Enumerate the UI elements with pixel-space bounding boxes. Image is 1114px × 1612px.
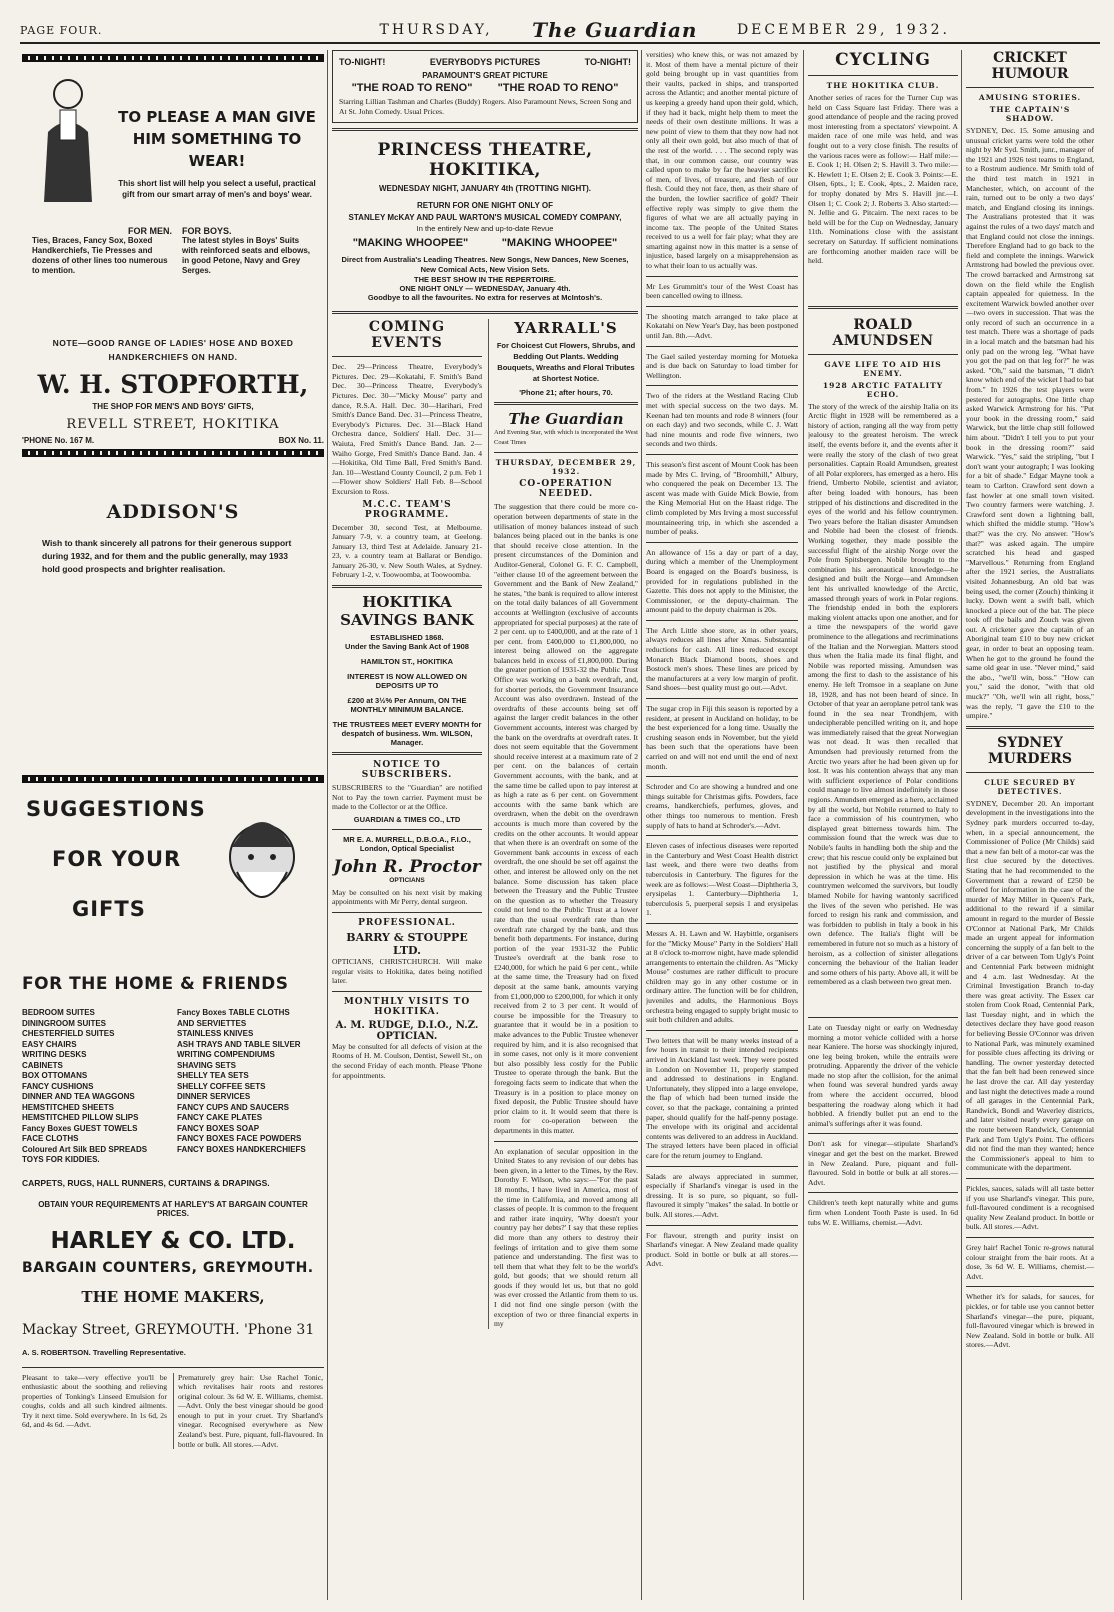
for-men-heading: FOR MEN.	[128, 226, 172, 236]
news-item: Grey hair! Rachel Tonic re-grows natural colour straight from the hair roots. At a dose, 3s 6d W. E. Williams, chemist.—Advt.	[966, 1242, 1094, 1281]
everybodys-presents: PARAMOUNT'S GREAT PICTURE	[422, 71, 548, 80]
harley-list-item: HEMSTITCHED SHEETS	[22, 1102, 115, 1112]
divider	[494, 1141, 638, 1142]
divider	[332, 752, 482, 755]
news-item: Pickles, sauces, salads will all taste better if you use Sharland's vinegar. This pure, full-flavoured condiment is a recognised quality New Zealand product. In bottle or bulk. All stores.—Advt.	[966, 1183, 1094, 1232]
masthead-date: DECEMBER 29, 1932.	[736, 22, 950, 38]
divider	[332, 585, 482, 588]
column-rule	[641, 50, 642, 1600]
cricket-sub-2: THE CAPTAIN'S SHADOW.	[989, 105, 1071, 123]
divider	[646, 276, 798, 277]
divider	[966, 726, 1094, 729]
divider	[808, 1017, 958, 1018]
editorial-title: CO-OPERATION NEEDED.	[519, 479, 613, 500]
harley-title-4: FOR THE HOME & FRIENDS	[22, 974, 289, 994]
amundsen-sub-2: 1928 ARCTIC FATALITY ECHO.	[822, 380, 944, 399]
professional-title: PROFESSIONAL.	[358, 918, 456, 929]
masthead	[20, 18, 1100, 44]
film-starring: Starring Lillian Tashman and Charles (Buddy) Rogers. Also Paramount News, Screen Song and At St. John Comedy. Usual Prices.	[339, 97, 631, 116]
divider	[646, 1166, 798, 1167]
harley-list-item: BOX OTTOMANS	[22, 1071, 88, 1080]
harley-list-item: FANCY BOXES HANDKERCHIEFS	[177, 1144, 306, 1154]
harley-title-3: GIFTS	[72, 897, 146, 921]
for-boys-heading: FOR BOYS.	[182, 226, 232, 236]
rachel-tonic-advert: Prematurely grey hair: Use Rachel Tonic, which revitalises hair roots and restores original colour. 3s 6d W. E. Williams, chemist.—Advt. Only the best vinegar should be good enough to put in your cruet. Try Sharland's vinegar. Recognised everywhere as New Zealand's best. Pure, piquant, full-flavoured. In bottle or bulk. All stores.—Advt.	[173, 1373, 323, 1450]
tonight-left: TO-NIGHT!	[339, 57, 386, 67]
news-item: Two of the riders at the Westland Racing Club met with special success on the two days. M. Keenan had ten mounts and rode 8 winners (four on each day) and two seconds, while C. J. Watt had nine mounts and rode five winners, two seconds and two thirds.	[646, 391, 798, 449]
savings-act: Under the Saving Bank Act of 1908	[345, 642, 469, 652]
harley-left-list	[22, 1008, 169, 1166]
harley-name: HARLEY & CO. LTD.	[50, 1227, 296, 1254]
stopforth-advert	[22, 66, 324, 336]
editorial-sub: And Evening Star, with which is incorporated the West Coast Times	[494, 429, 638, 446]
divider	[966, 772, 1094, 773]
tonight-right: TO-NIGHT!	[584, 57, 631, 67]
harley-obtain: OBTAIN YOUR REQUIREMENTS AT HARLEY'S AT BARGAIN COUNTER PRICES.	[38, 1199, 308, 1218]
harley-list-item: DININGROOM SUITES	[22, 1018, 107, 1028]
stopforth-address: REVELL STREET, HOKITIKA	[66, 417, 280, 432]
divider	[646, 454, 798, 455]
for-boys-items: The latest styles in Boys' Suits with reinforced seats and elbows, in good Petone, Navy and Grey Serges.	[182, 236, 311, 275]
notice-text: SUBSCRIBERS to the "Guardian" are notified Not to Pay the town carrier. Payment must be made to the Collector or at the Office.	[332, 783, 482, 812]
harley-list-item: FANCY CUSHIONS	[22, 1081, 94, 1091]
harley-list-item: TOYS FOR KIDDIES.	[22, 1155, 100, 1164]
savings-trustees: THE TRUSTEES MEET EVERY MONTH for despatch of business. Wm. WILSON, Manager.	[332, 720, 482, 748]
harley-list-item: HEMSTITCHED PILLOW SLIPS	[22, 1113, 139, 1122]
news-item: Two letters that will be many weeks instead of a few hours in transit to their intended recipients arrived in Auckland last week. They were posted in London on November 11, properly stamped and addressed to destinations in England. Unfortunately, they slipped into a large envelope, the flap of which had been turned inside the cover, so that the package, containing a printed paper, should qualify for the half-penny postage. The envelope with its original and accidental contents was delivered to an address in Auckland. The strayed letters have been placed in official care for the return journey to England.	[646, 1035, 798, 1160]
princess-direct: Direct from Australia's Leading Theatres. New Songs, New Dances, New Scenes, New Comical Acts, New Vision Sets.	[341, 255, 629, 275]
harley-right-list	[177, 1008, 324, 1166]
harley-list-item: STAINLESS KNIVES	[177, 1029, 254, 1038]
stopforth-intro: This short list will help you select a useful, practical gift from our smart array of men's and boys' wear.	[118, 179, 316, 199]
princess-best: THE BEST SHOW IN THE REPERTOIRE.	[414, 275, 556, 285]
film-title: "THE ROAD TO RENO"	[351, 82, 473, 94]
decorative-border	[22, 54, 324, 62]
harley-list-item: WRITING DESKS	[22, 1050, 87, 1059]
editorial-masthead: The Guardian	[508, 410, 624, 429]
editorial-text: The suggestion that there could be more co-operation between departments of state in the utilisation of money balances instead of such balances being placed out in the banks is one that should receive close attention. In the present circumstances of the Dominion and Auditor-General, Colonel G. F. C. Campbell, "either clause 10 of the agreement between the Government and the Bank of New Zealand," he states, "the bank is required to allow interest on the total daily balances of all Government accounts at Wellington (exclusive of accounts appropriated for special purposes) at the rate of 2 per cent. up to £400,000, and at the rate of 1 per cent. from £400,000 to £1,800,000, no interest being allowed on the aggregate balances held in excess of £1,800,000. During the greater portion of 1931-32 the Public Trust Office was working on a bank overdraft, and, for shorter periods, the Government Insurance Account was also overdrawn. Instead of the overdrafts of these accounts being set off against the larger credit balances in the other Government accounts, interest was charged by the bank on the overdrafts at overdraft rates. It does not seem equitable that the Government should receive interest at a maximum rate of 2 per cent. on the balances of certain Government accounts, with the bank, and at the same time be called upon to pay interest at as high a rate as 6 per cent. on Government accounts with the same bank which are overdrawn, when the debit on the overdrawn accounts is much more than covered by the credits on the other accounts. It would appear that when there is an overdraft on some of the Government bank accounts in excess of each overdraft, the one should be set off against the other, and interest be allowed only on the net balance. Some discussion has taken place between the Treasury and the Public Trustee on the question as to whether the Treasury could not lend to the Public Trust at a lower rate than the usual overdraft rate than the overdraft rate charged by the bank, and thus benefit both departments. For instance, during portion of the year 1931-32 the Public Trustee's overdraft at the bank rose to £240,000, for which he paid 6 per cent., while at the same time, the Treasury had on fixed deposit at the same bank, amounts varying from £1,000,000 to £200,000, for which it only received from 2 to 3 per cent. It would of course be impossible for the Treasury to guarantee that it would be in a position to make advances to the Public Trustee whenever required by him, and it is also recognised that in some cases, not only is it more convenient but also possibly less costly for the Public Trustee to operate through the bank. But the foregoing facts seem to indicate that when the Treasury is in a position to place money on fixed deposit, the Public Trustee should have prior claim to it. It would seem that there is room for co-operation between the departments in this matter.	[494, 502, 638, 1135]
amundsen-title: ROALD AMUNDSEN	[832, 316, 934, 349]
harley-list-item: AND SERVIETTES	[177, 1018, 247, 1028]
yarrall-title: YARRALL'S	[514, 319, 618, 338]
column-rule	[803, 50, 804, 1600]
divider	[808, 1192, 958, 1193]
murrell-name: MR E. A. MURRELL, D.B.O.A., F.I.O., London, Optical Specialist	[343, 834, 471, 853]
harley-title-1: SUGGESTIONS	[26, 797, 206, 821]
santa-illustration-icon	[207, 807, 317, 927]
notice-title: NOTICE TO SUBSCRIBERS.	[361, 760, 453, 781]
man-illustration-icon	[28, 72, 108, 212]
column-1	[22, 50, 324, 1598]
yarrall-text: For Choicest Cut Flowers, Shrubs, and Bedding Out Plants. Wedding Bouquets, Wreaths and Floral Tributes at Shortest Notice.	[496, 341, 636, 384]
column-rule	[961, 50, 962, 1600]
amundsen-sub-1: GAVE LIFE TO AID HIS ENEMY.	[824, 359, 942, 378]
yarrall-phone: 'Phone 21; after hours, 70.	[519, 388, 613, 398]
harley-homemakers: THE HOME MAKERS,	[81, 1287, 265, 1306]
news-item: The sugar crop in Fiji this season is reported by a resident, at present in Auckland on holiday, to be the best experienced for a long time. Usually the crushing season ends in November, but the yield has been such that the operations have been carried on and will not end until the end of next month.	[646, 704, 798, 771]
column-5	[966, 50, 1094, 1598]
divider	[332, 829, 482, 830]
harley-list-item: DINNER AND TEA WAGGONS	[22, 1092, 135, 1101]
divider	[646, 835, 798, 836]
masthead-paper-name: The Guardian	[532, 18, 698, 42]
mcc-title: M.C.C. TEAM'S PROGRAMME.	[362, 499, 452, 520]
decorative-border	[22, 775, 324, 783]
harley-advert	[22, 787, 324, 1357]
mcc-programme: December 30, second Test, at Melbourne. January 7-9, v. a country team, at Geelong. January 13, third Test at Adelaide. January 21-23, v. a country team at Ballarat or Bendigo. January 26-30, v. New South Wales, at Sydney. February 1-2, v. Toowoomba, at Toowoomba.	[332, 522, 482, 580]
cycling-title: CYCLING	[835, 50, 931, 70]
cycling-text: Another series of races for the Turner Cup was held on Cass Square last Friday. There was a good attendance of people and the racing proved most interesting from a spectators' viewpoint. A maiden race of one mile was held, and was fought out to a very close finish. The results of the various races were as follow:— Half mile:—E. Cook 1; H. Olsen 2; S. Havill 3. Two mile:—K. Hewlett 1; E. Olsen 2; E. Cook 3. Points:—E. Olsen, 6pts., 1; E. Cook, 4pts., 2. Maiden race, for trophy donated by Mrs S. Havill jnr.—I. Olsen 1; C. Cook 2; J. Roberts 3. Also started:—N. Jellie and G. Pitcairn. The next races to be held will be for the Cup on Wednesday, January 11th. Nominations close with the assistant secretary on Saturday. If sufficient nominations are forthcoming another maiden race will be held.	[808, 93, 958, 266]
show-title: "MAKING WHOOPEE"	[352, 237, 469, 250]
everybodys-advert	[332, 50, 638, 123]
divider	[646, 1225, 798, 1226]
divider	[646, 346, 798, 347]
harley-list-item: FANCY CAKE PLATES	[177, 1113, 263, 1122]
princess-revue: In the entirely New and up-to-date Revue	[416, 224, 554, 234]
news-item: Late on Tuesday night or early on Wednesday morning a motor vehicle collided with a horse near Kaniere. The horse was shockingly injured, one leg being broken, while the entrails were protruding. Apparently the driver of the vehicle made no stop after the collision, for the animal when found was several hundred yards away from where the accident occurred, blood bespattering the roadway along which it had hobbled. A friendly bullet put an end to the animal's sufferings after it was found.	[808, 1022, 958, 1128]
stopforth-headline: TO PLEASE A MAN GIVE HIM SOMETHING TO WEAR!	[118, 108, 316, 170]
stopforth-box: BOX No. 11.	[278, 436, 324, 445]
news-item: versities) who knew this, or was not amazed by it. Most of them have a mental picture of their gold being brought up in vast quantities from their vaults, packed in ships, and transported across the Atlantic; and another mental picture of us keeping a greedy hand upon their gold, which, if they had it back, might help them to meet the needs of their own destitute millions. It was a new point of view to them that they now had not only all their own gold, but also much of that of the rest of the world. . . . The second reply was that, in our common cause, our country was called upon to make by far the heavier sacrifice of men, of lives, of treasure, and flesh of our flesh. Could they not face, then, as their share of the burden, the lowlier sacrifice of gold? Their effective reply was simply to give them the figures of what we are all actually paying in income tax. The people of the United States received to us a well for fair play; what they are smarting against now in this matter is a sense of injustice, based largely on a misapprehension as to what their loan to us actually was.	[646, 50, 798, 271]
stopforth-note: NOTE—GOOD RANGE OF LADIES' HOSE AND BOXED HANDKERCHIEFS ON HAND.	[52, 338, 294, 362]
cricket-title: CRICKET HUMOUR	[991, 50, 1069, 82]
princess-goodbye: Goodbye to all the favourites. No extra for reserves at McIntosh's.	[367, 293, 603, 303]
divider	[332, 128, 638, 131]
harley-list-item: SHELLY TEA SETS	[177, 1071, 249, 1080]
monthly-title: MONTHLY VISITS TO HOKITIKA.	[343, 996, 471, 1017]
for-men-items: Ties, Braces, Fancy Sox, Boxed Handkerchiefs, Tie Presses and dozens of other lines too numerous to mention.	[32, 236, 168, 275]
harley-list-item: CHESTERFIELD SUITES	[22, 1029, 115, 1038]
rudge-text: May be consulted for all defects of vision at the Rooms of H. M. Coulson, Dentist, Sewell St., on the second Friday of each month. Please 'Phone for appointments.	[332, 1041, 482, 1080]
harley-street: Mackay Street, GREYMOUTH. 'Phone 31	[22, 1321, 315, 1338]
divider	[646, 385, 798, 386]
harley-list-item: WRITING COMPENDIUMS	[177, 1050, 275, 1059]
news-item: Messrs A. H. Lawn and W. Haybittle, organisers for the "Micky Mouse" Party in the Soldiers' Hall at 8 o'clock to-morrow night, have made splendid arrangements to entertain the children. As "Micky Mouse" costumes are rather difficult to procure children may go in any other costume or in ordinary attire. The function will be for children, juveniles and adults, the Harmonious Boys orchestra being engaged to supply bright music to suit both children and adults.	[646, 928, 798, 1025]
divider	[332, 912, 482, 913]
harley-list-item: FANCY BOXES FACE POWDERS	[177, 1134, 302, 1143]
column-2	[332, 50, 638, 1598]
news-item: Mr Les Grummitt's tour of the West Coast has been cancelled owing to illness.	[646, 281, 798, 301]
harley-list-item: FANCY CUPS AND SAUCERS	[177, 1102, 290, 1112]
harley-list-item: Coloured Art Silk BED SPREADS	[22, 1144, 148, 1154]
notice-firm: GUARDIAN & TIMES CO., LTD	[353, 814, 461, 824]
sydney-title: SYDNEY MURDERS	[988, 734, 1072, 767]
show-title: "MAKING WHOOPEE"	[501, 237, 618, 250]
news-item: Don't ask for vinegar—stipulate Sharland's vinegar and get the best on the market. Brewed in New Zealand. Pure, piquant and full-flavoured. Sold in bottle or bulk at all stores.—Advt.	[808, 1139, 958, 1187]
proctor-text: May be consulted on his next visit by making appointments with Mr Perry, dental surgeon.	[332, 887, 482, 907]
harley-list-item: DINNER SERVICES	[177, 1092, 251, 1101]
news-item: The Gael sailed yesterday morning for Motueka and is due back on Saturday to load timber for Wellington.	[646, 351, 798, 380]
princess-company: STANLEY McKAY AND PAUL WARTON'S MUSICAL COMEDY COMPANY,	[348, 213, 622, 223]
news-item: Schroder and Co are showing a hundred and one things suitable for Christmas gifts. Powders, face creams, handkerchiefs, perfumes, gloves, and other things too numerous to mention. Fresh supply of hats to hand at Schroder's.—Advt.	[646, 782, 798, 830]
harley-list-item: SHAVING SETS	[177, 1060, 236, 1070]
princess-return: RETURN FOR ONE NIGHT ONLY OF	[416, 201, 553, 211]
princess-title: PRINCESS THEATRE, HOKITIKA,	[377, 140, 593, 181]
harley-list-item: FACE CLOTHS	[22, 1134, 79, 1143]
savings-bank-title: HOKITIKA SAVINGS BANK	[340, 593, 474, 630]
editorial-date: THURSDAY, DECEMBER 29, 1932.	[495, 458, 637, 477]
princess-advert	[332, 136, 638, 306]
news-item: For flavour, strength and purity insist on Sharland's vinegar. A New Zealand made quality product. Sold in bottle or bulk at all stores.—Advt.	[646, 1230, 798, 1269]
divider	[808, 75, 958, 76]
harley-list-item: Fancy Boxes TABLE CLOTHS	[177, 1008, 290, 1017]
stopforth-phone: 'PHONE No. 167 M.	[22, 436, 95, 445]
news-item: Salads are always appreciated in summer, especially if Sharland's vinegar is used in the dressing. It is so pure, so piquant, so full-flavoured it simply "makes" the salad. In bottle or bulk. All stores.—Advt.	[646, 1171, 798, 1219]
divider	[646, 698, 798, 699]
harley-carpets: CARPETS, RUGS, HALL RUNNERS, CURTAINS & DRAPINGS.	[22, 1177, 270, 1188]
cricket-sub-1: AMUSING STORIES.	[978, 93, 1082, 102]
rudge-name: A. M. RUDGE, D.I.O., N.Z. OPTICIAN.	[335, 1019, 479, 1042]
harley-title-2: FOR YOUR	[52, 847, 182, 871]
proctor-logo: John R. Proctor	[333, 856, 481, 877]
harley-list-item: CABINETS	[22, 1060, 63, 1070]
barry-name: BARRY & STOUPPE LTD.	[346, 931, 468, 958]
divider	[808, 354, 958, 355]
divider	[808, 306, 958, 309]
savings-rate: £200 at 3½% Per Annum, ON THE MONTHLY MINIMUM BALANCE.	[347, 696, 467, 715]
savings-interest: INTEREST IS NOW ALLOWED ON DEPOSITS UP TO	[347, 672, 467, 691]
divider	[646, 776, 798, 777]
divider	[646, 923, 798, 924]
sydney-text: SYDNEY, December 20. An important development in the investigations into the Sydney park murders occurred to-day, when, in a special announcement, the Commissioner of Police (Mr Childs) said that a new fan belt of a motor-car was the first clue secured by the detectives. Stating that he had recommended to the Government that a reward of £250 be offered for information in the case of the murder of May Miller in Queen's Park, additional to the reward if a similar amount in regard to the murder of Bessie O'Connor at National Park, Mr Childs made an urgent appeal for information concerning the supply of a fan belt to the driver of a car between Tom Ugly's Point and Centennial Park between midnight and 4 a.m. last Wednesday. At the Criminal Investigation Branch to-day there was great activity. The Essex car stolen from Cook Road, Centennial Park, last Tuesday night, and in which the detectives declare they have good reason for believing Bessie O'Connor was driven to National Park, was minutely examined for possible clues affecting its driving or handling. The owner yesterday detected that the fan belt had been renewed since he last drove the car. All day yesterday and last night the detectives made a round of all garages in the Centennial Park, Randwick, Bondi and Waverley districts, and later visited nearly every garage on the route between Randwick, Centennial Park and Tom Ugly's Point. The officers did not find the man they wanted; hence the Commissioner's appeal to him to communicate with the department.	[966, 798, 1094, 1173]
news-item: This season's first ascent of Mount Cook has been made by Mrs C. Irving, of "Broomhill," Albury, who conquered the peak on December 13. The ascent was made with Guide Mick Bowie, from the King Memorial Hut on the Haast ridge. The climb completed by Mrs Irving a most successful mountaineering trip, in which she ascended a number of peaks.	[646, 459, 798, 537]
divider	[966, 1178, 1094, 1179]
cricket-text: SYDNEY, Dec. 15. Some amusing and unusual cricket yarns were told the other night by Mr Syd. Smith, junr., manager of the 1921 and 1926 test teams to England, to a Rostrum audience. Mr Smith told of the third test match in 1921 in Manchester, which, on account of the rain, turned out to be only a two days' match, and England closing its innings. The Australians protested that it was against the rules of a two days' match and that England could not close the innings. Therefore England had to go back to the field and complete the innings. Warwick Armstrong had bowled the previous over. The crowd barracked and Armstrong sat down on the field while the English captain appealed for quietness. In the excitement Warwick bowled another over—two overs in succession. That was the only record of such an occurrence in a test match. There was a shortage of pads in a local match and the batsman had his only pad on the wrong leg. "What have you got the pad on that leg for?" he was asked. "Oh," said the batsman, "I didn't know which end of the wicket I had to bat from." In 1926 the test players were pestered for autographs. One little chap asked Warwick Armstrong for his. "Put your book in the dressing room," said Warwick, but the little chap still followed him about. "Didn't I tell you to put your book in the dressing room?" said Warwick. "Yes," said the stripling, "but I don't want your autograph; I was looking for a bit of shade." Edgar Mayne took a team to Carlton. Crawford sent down a fast howler at one small town visited. Two country farmers were watching. J. Crawford sent down a lightning ball, which shifted the middle stump. "How's that?" was the cry. No answer. "How's that?" was asked again. The umpire scratched his head and gasped "Marvellous." Returning from England after the 1921 series, the Australians visited Johannesburg. An old bat was being used, the corner (Zouch) thinking it lucky. Down went a swift ball, which knocked a piece out of the bat. The piece took off the bails and Zouch was given out. A cricketer gave the captain of an Aboriginal team £10 to buy new cricket gear, in order to beat an opposing team. When he got to the ground he found the same old gear in use. "Never mind," said the abo., "we'll win, boss." "How can you," said the donor, "with that old muck?" "Oh, we'll win all right, boss," was the reply, "I gave the £10 to the umpire."	[966, 126, 1094, 721]
coming-events-title: COMING EVENTS	[368, 319, 446, 352]
everybodys-title: EVERYBODYS PICTURES	[429, 57, 541, 67]
divider	[494, 402, 638, 405]
princess-one-night: ONE NIGHT ONLY — WEDNESDAY, January 4th.	[399, 284, 571, 294]
divider	[646, 620, 798, 621]
column-rule	[327, 50, 328, 1600]
column-3	[646, 50, 798, 1598]
addison-title: ADDISON'S	[106, 501, 240, 523]
divider	[646, 1030, 798, 1031]
column-4	[808, 50, 958, 1598]
news-item: The shooting match arranged to take place at Kokatahi on New Year's Day, has been postponed until Jan. 8th.—Advt.	[646, 311, 798, 341]
divider	[808, 1133, 958, 1134]
harley-rep: A. S. ROBERTSON. Travelling Representative.	[22, 1347, 186, 1357]
divider	[646, 542, 798, 543]
news-item: An allowance of 15s a day or part of a day, during which a member of the Unemployment Board is engaged on the Board's business, is provided for in regulations published in the Gazette. This does not apply to the Minister, the Commissioner, or the deputy-chairman. The amount paid to the deputy chairman is 20s.	[646, 547, 798, 615]
news-item: Children's teeth kept naturally white and gums firm when Londent Tooth Paste is used. In 6d tubs W. E. Williams, chemist.—Advt.	[808, 1198, 958, 1227]
harley-list-item: BEDROOM SUITES	[22, 1008, 95, 1017]
divider	[966, 87, 1094, 88]
divider	[966, 1237, 1094, 1238]
news-item: Whether it's for salads, for sauces, for pickles, or for table use you cannot better Sharland's vinegar—the pure, piquant, full-flavoured vinegar which is brewed in New Zealand. Sold in bottle or bulk. All stores.—Advt.	[966, 1292, 1094, 1350]
harley-list-item: SHELLY COFFEE SETS	[177, 1081, 266, 1091]
princess-when: WEDNESDAY NIGHT, JANUARY 4th (TROTTING NIGHT).	[378, 184, 591, 194]
stopforth-tagline: THE SHOP FOR MEN'S AND BOYS' GIFTS,	[92, 402, 254, 411]
savings-address: HAMILTON ST., HOKITIKA	[360, 657, 454, 667]
divider	[332, 356, 482, 357]
stopforth-name: W. H. STOPFORTH,	[37, 370, 309, 399]
harley-list-item: Fancy Boxes GUEST TOWELS	[22, 1123, 138, 1133]
divider	[332, 991, 482, 992]
divider	[332, 311, 638, 314]
divider	[646, 306, 798, 307]
page-number: PAGE FOUR.	[20, 23, 103, 37]
tonkings-advert: Pleasant to take—very effective you'll be enthusiastic about the soothing and relieving properties of Tonking's Linseed Emulsion for coughs, colds and all such kindred ailments. Try it next time. Sold everywhere. In 1s 6d, 2s 6d, and 4s 6d. —Advt.	[22, 1372, 167, 1430]
news-item: The Arch Little shoe store, as in other years, always reduces all lines after Xmas. Substantial reductions for cash. All lines reduced except Monarch Black Diamond boots, shoes and Bostock men's shoes. These lines are priced by the manufacturers at a very low margin of profit. Sand shoes—best quality must go out.—Advt.	[646, 625, 798, 693]
cycling-sub: THE HOKITIKA CLUB.	[826, 81, 940, 90]
barry-text: OPTICIANS, CHRISTCHURCH. Will make regular visits to Hokitika, dates being notified later.	[332, 957, 482, 986]
savings-est: ESTABLISHED 1868.	[370, 633, 444, 643]
masthead-day: THURSDAY,	[379, 22, 493, 38]
news-item: Eleven cases of infectious diseases were reported in the Canterbury and West Coast Health district last week, and there were two deaths from tuberculosis in Canterbury. The figures for the week are as follows:—West Coast—Diphtheria 3, erysipelas 1. Canterbury—Diphtheria 1, tuberculosis 5, puerperal sepsis 1 and erysipelas 1.	[646, 841, 798, 918]
coming-events-list: Dec. 29—Princess Theatre, Everybody's Pictures. Dec. 29—Kokatahi, F. Smith's Band Dec. 30—Princess Theatre, Everybody's Pictures. Dec. 30—"Micky Mouse" party and dance, R.S.A. Hall. Dec. 30—Harihari, Fred Smith's Dance Band. Dec. 31—Princess Theatre, Everybody's Pictures. Dec. 31—Black Hand Orchestra dance, Soldiers' Hall. Dec. 31—Waiuta, Fred Smith's Dance Band. Jan. 2—Waiho Gorge, Fred Smith's Dance Band. Jan. 4—Hokitika, Old Time Ball, Fred Smith's Band. Jan. 10—Westland County Council, 2 p.m. Feb 1—Flower show Soldiers' Hall Feb. 8—School Excursion to Ross.	[332, 362, 482, 496]
film-title: "THE ROAD TO RENO"	[497, 82, 619, 94]
addison-text: Wish to thank sincerely all patrons for their generous support during 1932, and for them and the public generally, may 1933 hold good prospects and brighter realisation.	[42, 538, 292, 574]
addison-advert	[22, 461, 324, 771]
divider	[966, 1286, 1094, 1287]
sydney-sub: CLUE SECURED BY DETECTIVES.	[984, 777, 1076, 796]
divider	[22, 1367, 324, 1368]
amundsen-text: The story of the wreck of the airship Italia on its Arctic flight in 1928 will be remembered as a history of action, ranging all the way from petty jealousy to the greatest heroism. The wreck itself, the events before it, and the events after it were really the story of the clash of two great personalities. Captain Roald Amundsen, greatest of all Polar explorers, has emerged as a hero. His friend, Umberto Nobile, scientist and aviator, after being loaded with honours, has been stripped of his distinctions and discredited in the eyes of the world and his fellow countrymen. Two years before the Italian disaster Amundsen and Nobile had been the closest of friends. Working together, they made possible the successful flight of the airship Norge over the Pole from Spitsbergen. Nobile brought to the combination his aeronautical knowledge—he designed and built the Norge—and Amundsen lent his unrivalled knowledge of the Arctic, amassed through years of work in Polar regions. The friendship ended in both the explorers making violent attacks upon one another, and for a time the newspapers of the world gave prominence to the allegations and recriminations of the Italian and the Norwegian. Matters stood thus when the Italia made its final flight, and Nobile was reported missing. Amundsen was among the first to dash to the assistance of his enemy. He left Tromsoe in a seaplane on June 18, 1928, and has not been heard of since. In October of that year an aeroplane petrol tank was found in the sea near Trondhjem, with undecipherable pencilled writing on it, and hope was immediately raised that the great Norwegian was not dead. It was then recalled that Amundsen had previously returned from the Arctic two years after he had been given up for lost. It was his contention always that any man with sufficient experience of Polar conditions could manage to live almost indefinitely in those regions. Amundsen emerged as a hero, acclaimed by all the world, but Nobile returned to Italy to face a commission of his countrymen, who displayed great bitterness towards him. The commission found that the wreck was due to Nobile's faults in handling both the ship and the crew; that his rescue could only be explained but not justified by the physical and moral depression in which he was at the time. His countrymen welcomed the survivors, but loudly blamed Nobile for having wantonly sacrificed the lives of the seven who perished. He was forced to resign his rank and commission, and was forbidden to publish in Italy a book in his own defence. The Italia's flight will be remembered in future not so much as a history of heroism, as a collection of sinister allegations concerning the behaviour of the Italian leader and some others of his party. Above all, it will be remembered as a clash between two great men.	[808, 401, 958, 987]
divider	[494, 452, 638, 453]
harley-bargain: BARGAIN COUNTERS, GREYMOUTH.	[22, 1259, 314, 1276]
decorative-border	[22, 449, 324, 457]
harley-list-item: ASH TRAYS AND TABLE SILVER	[177, 1039, 301, 1049]
editorial-paragraph-2: An explanation of secular opposition in the United States to any revision of our debts has been given, in a letter to the Times, by the Rev. Dorothy F. Wilson, who says:—"For the past 18 months, I have lived in America, most of the time in California, and moved among all classes of people. It is common to the frequent and rather irate inquiry, 'Why doesn't your country pay her debts?' I say that these replies did more than any others to destroy their feelings of irritation and to give them some patience and understanding. The first was to tell them that what they felt to be the world's gold, but goods; that we should return all goods if they would let us, but that no gold was ever crossed the Atlantic from them to us. I did not find one single person (with the exception of two or three financial experts in my	[494, 1146, 638, 1329]
harley-list-item: FANCY BOXES SOAP	[177, 1123, 260, 1133]
harley-item-list	[22, 1008, 324, 1166]
harley-list-item: EASY CHAIRS	[22, 1039, 77, 1049]
proctor-sub: OPTICIANS	[389, 876, 425, 884]
